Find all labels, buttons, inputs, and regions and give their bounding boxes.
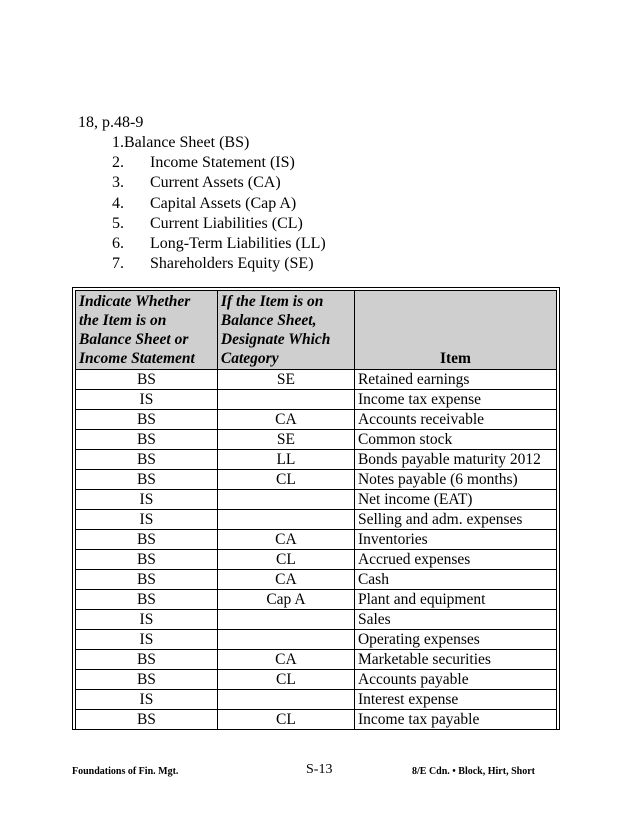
- statement-cell: BS: [76, 470, 218, 490]
- category-cell: CA: [217, 570, 354, 590]
- category-cell: SE: [217, 430, 354, 450]
- header-line: Balance Sheet or: [79, 331, 189, 348]
- statement-cell: IS: [76, 630, 218, 650]
- problem-heading: 18, p.48-9: [78, 114, 144, 131]
- category-cell: CL: [217, 710, 354, 730]
- list-number: 2.: [112, 154, 124, 172]
- statement-cell: IS: [76, 390, 218, 410]
- category-cell: [217, 630, 354, 650]
- list-item: [112, 234, 532, 254]
- table-row: [76, 610, 557, 630]
- table-row: [76, 470, 557, 490]
- item-cell: Sales: [354, 610, 556, 630]
- item-cell: Notes payable (6 months): [354, 470, 556, 490]
- classification-table: [75, 290, 557, 730]
- item-cell: Retained earnings: [354, 370, 556, 390]
- statement-cell: IS: [76, 610, 218, 630]
- category-cell: SE: [217, 370, 354, 390]
- statement-cell: BS: [76, 570, 218, 590]
- table-row: [76, 690, 557, 710]
- header-line: Designate Which: [220, 331, 331, 348]
- header-statement: [76, 291, 218, 370]
- category-cell: CL: [217, 550, 354, 570]
- list-label: Balance Sheet (BS): [124, 134, 250, 151]
- item-cell: Income tax expense: [354, 390, 556, 410]
- header-item: Item: [354, 291, 556, 370]
- category-cell: CL: [217, 470, 354, 490]
- item-cell: Accounts payable: [354, 670, 556, 690]
- footer-page-number: S-13: [306, 762, 333, 777]
- header-line: Balance Sheet,: [220, 312, 317, 329]
- item-cell: Inventories: [354, 530, 556, 550]
- statement-cell: IS: [76, 490, 218, 510]
- classification-table-frame: [72, 287, 560, 730]
- list-item: [112, 173, 532, 193]
- statement-cell: IS: [76, 510, 218, 530]
- list-item: [112, 153, 532, 173]
- header-line: Category: [220, 350, 279, 367]
- category-cell: CA: [217, 410, 354, 430]
- list-label: Shareholders Equity (SE): [150, 255, 314, 273]
- footer-book-title: Foundations of Fin. Mgt.: [72, 766, 179, 777]
- statement-cell: BS: [76, 450, 218, 470]
- item-cell: Interest expense: [354, 690, 556, 710]
- table-row: [76, 510, 557, 530]
- item-cell: Income tax payable: [354, 710, 556, 730]
- statement-cell: BS: [76, 670, 218, 690]
- list-number: 4.: [112, 194, 124, 212]
- list-label: Current Liabilities (CL): [150, 214, 303, 232]
- category-cell: CA: [217, 650, 354, 670]
- list-item: [112, 214, 532, 234]
- table-row: [76, 670, 557, 690]
- statement-cell: BS: [76, 430, 218, 450]
- statement-cell: BS: [76, 530, 218, 550]
- list-number: 7.: [112, 255, 124, 273]
- header-category: [217, 291, 354, 370]
- item-cell: Marketable securities: [354, 650, 556, 670]
- list-label: Long-Term Liabilities (LL): [150, 234, 326, 252]
- statement-cell: BS: [76, 550, 218, 570]
- category-cell: CL: [217, 670, 354, 690]
- header-line: Income Statement: [79, 350, 195, 367]
- list-number: 1.: [112, 134, 124, 151]
- category-cell: LL: [217, 450, 354, 470]
- list-label: Current Assets (CA): [150, 174, 281, 192]
- footer-edition-authors: 8/E Cdn. • Block, Hirt, Short: [412, 766, 535, 777]
- category-list: [112, 133, 532, 274]
- list-label: Income Statement (IS): [150, 154, 295, 172]
- table-header-row: [76, 291, 557, 370]
- category-cell: [217, 510, 354, 530]
- list-item: [112, 133, 532, 153]
- table-row: [76, 490, 557, 510]
- table-row: [76, 370, 557, 390]
- table-row: [76, 450, 557, 470]
- header-line: Indicate Whether: [79, 293, 191, 310]
- table-row: [76, 530, 557, 550]
- table-row: [76, 570, 557, 590]
- header-line: If the Item is on: [220, 293, 324, 310]
- table-row: [76, 410, 557, 430]
- item-cell: Plant and equipment: [354, 590, 556, 610]
- category-cell: [217, 390, 354, 410]
- category-cell: Cap A: [217, 590, 354, 610]
- category-cell: [217, 610, 354, 630]
- statement-cell: BS: [76, 410, 218, 430]
- item-cell: Cash: [354, 570, 556, 590]
- list-item: [112, 254, 532, 274]
- item-cell: Bonds payable maturity 2012: [354, 450, 556, 470]
- table-row: [76, 650, 557, 670]
- table-row: [76, 550, 557, 570]
- table-row: [76, 590, 557, 610]
- category-cell: [217, 490, 354, 510]
- category-cell: [217, 690, 354, 710]
- header-line: the Item is on: [79, 312, 167, 329]
- item-cell: Operating expenses: [354, 630, 556, 650]
- list-number: 6.: [112, 234, 124, 252]
- table-row: [76, 390, 557, 410]
- statement-cell: BS: [76, 650, 218, 670]
- statement-cell: IS: [76, 690, 218, 710]
- table-row: [76, 430, 557, 450]
- item-cell: Common stock: [354, 430, 556, 450]
- item-cell: Accounts receivable: [354, 410, 556, 430]
- list-number: 5.: [112, 214, 124, 232]
- table-row: [76, 630, 557, 650]
- statement-cell: BS: [76, 710, 218, 730]
- item-cell: Accrued expenses: [354, 550, 556, 570]
- statement-cell: BS: [76, 370, 218, 390]
- item-cell: Selling and adm. expenses: [354, 510, 556, 530]
- list-item: [112, 194, 532, 214]
- statement-cell: BS: [76, 590, 218, 610]
- item-cell: Net income (EAT): [354, 490, 556, 510]
- list-label: Capital Assets (Cap A): [150, 194, 297, 212]
- category-cell: CA: [217, 530, 354, 550]
- table-row: [76, 710, 557, 730]
- list-number: 3.: [112, 174, 124, 192]
